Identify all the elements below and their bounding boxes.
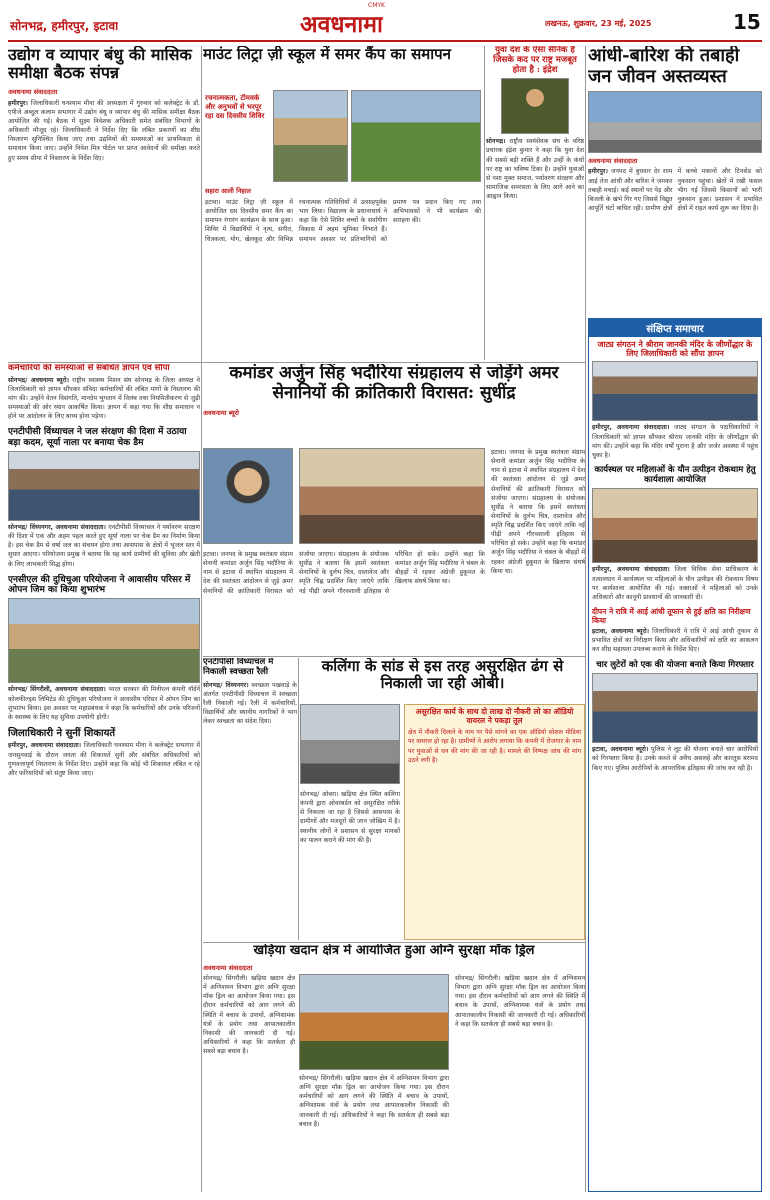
storm-body [588,167,762,213]
mine-body-left: सोनभद्र/ सिंगरौली। खड़िया खदान क्षेत्र में अग्निशमन विभाग द्वारा अग्नि सुरक्षा मॉक ड्रिल का आयोजन किया गया। इस दौरान कर्मचारियों को आग लगने की स्थिति में बचाव के उपायों, अग्निशामक यंत्रों के प्रयोग तथा आपातकालीन निकासी की जानकारी दी गई। अधिकारियों ने कहा कि सतर्कता ही सबसे बड़ा बचाव है। [203,975,295,1055]
brief-item1-byline: हमीरपुर, अवधनामा संवाददाता। [592,424,670,432]
divider [203,656,585,657]
col1-brief1-byline: सोनभद्र/ अवधनामा ब्यूरो। [8,376,70,384]
lead-story [203,364,585,654]
storm-story [588,46,762,316]
ntpc-body [203,681,297,727]
masthead-logo: अवधनामा [300,11,383,38]
camp-kicker: रचनात्मकता, टीमवर्क और अनुभवों से भरपूर रहा दस दिवसीय शिविर [205,94,265,121]
col1-story4-text: जिलाधिकारी घनश्याम मीना ने कलेक्ट्रेट सभागार में जनसुनवाई के दौरान जनता की शिकायतें सुनीं और संबंधित अधिकारियों को गुणवत्तापूर्ण निस्तारण के निर्देश दिए। उन्होंने कहा कि कोई भी शिकायत लंबित न रहे और फरियादियों को संतुष्ट किया जाए। [8,742,200,777]
brief-item4-body [592,745,758,772]
divider [484,46,485,360]
camp-headline: माउंट लिट्रा ज़ी स्कूल में समर कैंप का समापन [203,46,451,63]
soldier-photo [501,78,569,134]
divider [298,658,299,940]
masthead-rule [8,40,762,42]
brief-item3-headline: दीपन ने रात्रि में आई आंधी तूफान से हुई क्षति का निरीक्षण किया [592,606,751,625]
col1-brief1-text: राष्ट्रीय स्वास्थ्य मिशन संघ सोनभद्र के जिला अध्यक्ष ने जिलाधिकारी को ज्ञापन सौंपकर संविदा कर्मचारियों की लंबित मांगों के निस्तारण की मांग की। उन्होंने वेतन विसंगति, मानदेय भुगतान में विलंब तथा नियमितीकरण से जुड़ी समस्याओं की ओर ध्यान आकर्षित किया। ज्ञापन में कहा गया कि शीघ्र समाधान न होने पर आंदोलन के लिए बाध्य होना पड़ेगा। [8,376,200,421]
col1-story2-body [8,523,200,569]
soldier-headline: युवा देश के ऐसा सैनिक है जिसके कद पर राष्ट्र मजबूत होता है : इंद्रेश [493,46,577,75]
camp-photo-2 [351,90,481,182]
col1-story4-byline: हमीरपुर, अवधनामा संवाददाता। [8,742,82,750]
mine-body-bottom: सोनभद्र/ सिंगरौली। खड़िया खदान क्षेत्र में अग्निशमन विभाग द्वारा अग्नि सुरक्षा मॉक ड्रिल का आयोजन किया गया। इस दौरान कर्मचारियों को आग लगने की स्थिति में बचाव के उपायों, अग्निशामक यंत्रों के प्रयोग तथा आपातकालीन निकासी की जानकारी दी गई। अधिकारियों ने कहा कि सतर्कता ही सबसे बड़ा बचाव है। [299,1075,449,1128]
soldier-byline: सोनभद्र। [486,138,506,146]
divider [203,942,585,943]
lead-headline: कमांडर अर्जुन सिंह भदौरिया संग्रहालय से जोड़ेंगे अमर सेनानियों की क्रांतिकारी विरासत: सुधींद्र [229,364,559,403]
col1-lower [8,364,200,1194]
camp-story [203,46,483,361]
col1-brief1-body [8,376,200,422]
kalinga-photo [300,704,400,784]
cmyk-mark: CMYK [368,2,385,9]
page-number: 15 [733,10,761,34]
brief-item1-headline: जाट्य संगठन ने श्रीराम जानकी मंदिर के जीर्णोद्धार के लिए जिलाधिकारी को सौंपा ज्ञापन [597,339,753,359]
brief-title: संक्षिप्त समाचार [589,319,761,337]
camp-byline: सहारा आली निहाल [205,187,251,195]
kalinga-body: सोनभद्र/ ओबरा। खड़िया क्षेत्र स्थित कलिंगा कंपनी द्वारा ओवरबर्डन को असुरक्षित तरीके से निकाला जा रहा है जिससे आसपास के ग्रामीणों और मजदूरों की जान जोखिम में है। स्थानीय लोगों ने प्रशासन से सुरक्षा मानकों का पालन कराने की मांग की है। [300,791,400,844]
masthead-cities: सोनभद्र, हमीरपुर, इटावा [10,19,119,33]
storm-photo [588,91,762,153]
storm-place: हमीरपुर। [588,168,608,176]
col1-story3-byline: सोनभद्र/ सिंगरौली, अवधनामा संवाददाता। [8,686,106,694]
brief-item4-headline: चार लुटेरों को एक की योजना बनाते किया गिरफ्तार [596,659,754,670]
lead-photo-2 [299,448,485,544]
brief-item1-body [592,423,758,460]
brief-item1-text: जाट्य संगठन के पदाधिकारियों ने जिलाधिकारी को ज्ञापन सौंपकर श्रीराम जानकी मंदिर के जीर्णोद्धार की मांग की। उन्होंने कहा कि मंदिर वर्षों पुराना है और जर्जर अवस्था में पहुंच चुका है। [592,424,758,459]
camp-body: इटावा। माउंट लिट्रा ज़ी स्कूल में आयोजित दस दिवसीय समर कैंप का समापन रंगारंग कार्यक्रम के साथ हुआ। शिविर में विद्यार्थियों ने नृत्य, संगीत, चित्रकला, योग, खेलकूद और विभिन्न रचनात्मक गतिविधियों में उत्साहपूर्वक भाग लिया। विद्यालय के प्रधानाचार्य ने कहा कि ऐसे शिविर बच्चों के सर्वांगीण विकास में अहम भूमिका निभाते हैं। समापन अवसर पर प्रतिभागियों को प्रमाण पत्र प्रदान किए गए तथा अभिभावकों ने भी कार्यक्रम की सराहना की। [205,199,481,243]
brief-item2-byline: हमीरपुर, अवधनामा संवाददाता। [592,566,670,574]
col1-story4-body [8,741,200,778]
ntpc-headline: एनटीपीसी विंध्याचल में निकाली स्वच्छता रैली [203,658,274,677]
brief-item4-byline: इटावा, अवधनामा ब्यूरो। [592,746,649,754]
col1-story2-photo [8,451,200,521]
masthead [0,0,770,40]
kalinga-story [300,658,585,940]
col1-place: हमीरपुर। [8,99,28,107]
brief-item2-photo [592,488,758,563]
mine-headline: खड़िया खदान क्षेत्र में आयोजित हुआ अग्नि सुरक्षा मॉक ड्रिल [253,944,535,958]
ntpc-body-text: स्वच्छता पखवाड़े के अंतर्गत एनटीपीसी विंध्याचल में स्वच्छता रैली निकाली गई। रैली में कर्मचारियों, विद्यार्थियों और स्थानीय नागरिकों ने भाग लेकर स्वच्छता का संदेश दिया। [203,681,297,726]
brief-item2-text: जिला विधिक सेवा प्राधिकरण के तत्वावधान में कार्यस्थल पर महिलाओं के यौन उत्पीड़न की रोकथाम विषय पर कार्यशाला आयोजित की गई। वक्ताओं ने महिलाओं को उनके अधिकारों और कानूनी प्रावधानों की जानकारी दी। [592,566,758,601]
mine-body-right: सोनभद्र/ सिंगरौली। खड़िया खदान क्षेत्र में अग्निशमन विभाग द्वारा अग्नि सुरक्षा मॉक ड्रिल का आयोजन किया गया। इस दौरान कर्मचारियों को आग लगने की स्थिति में बचाव के उपायों, अग्निशामक यंत्रों के प्रयोग तथा आपातकालीन निकासी की जानकारी दी गई। अधिकारियों ने कहा कि सतर्कता ही सबसे बड़ा बचाव है। [455,975,585,1028]
storm-body-text: जनपद में बुधवार देर शाम आई तेज आंधी और बारिश ने जमकर तबाही मचाई। कई स्थानों पर पेड़ और बिजली के खंभे गिर गए जिससे विद्युत आपूर्ति घंटों बाधित रही। ग्रामीण क्षेत्रों में कच्चे मकानों और टिनशेड को नुकसान पहुंचा। खेतों में रखी फसल भीग गई जिससे किसानों को भारी नुकसान हुआ। प्रशासन ने प्रभावित क्षेत्रों में राहत कार्य शुरू कर दिया है। [588,168,762,212]
col1-story2-text: एनटीपीसी विंध्याचल ने पर्यावरण संरक्षण की दिशा में एक और अहम पहल करते हुए सूर्या नाला पर चेक डैम का निर्माण किया है। इस चेक डैम से वर्षा जल का संचयन होगा तथा आसपास के क्षेत्रों में भूजल स्तर में सुधार आएगा। परियोजना प्रमुख ने बताया कि यह कार्य ग्रामीणों की सुविधा और खेती के लिए लाभकारी सिद्ध होगा। [8,524,200,568]
ntpc-byline: सोनभद्र/ विंध्यनगर। [203,681,249,689]
lead-body: इटावा। जनपद के प्रमुख स्वतंत्रता संग्राम सेनानी कमांडर अर्जुन सिंह भदौरिया के नाम से इटावा में स्थापित संग्रहालय में देश की स्वतंत्रता आंदोलन से जुड़े अमर सेनानियों की क्रांतिकारी विरासत को संजोया जाएगा। संग्रहालय के संयोजक सुधींद्र ने बताया कि इसमें स्वतंत्रता सेनानियों के दुर्लभ चित्र, दस्तावेज और स्मृति चिह्न प्रदर्शित किए जाएंगे ताकि नई पीढ़ी अपने गौरवशाली इतिहास से परिचित हो सके। उन्होंने कहा कि कमांडर अर्जुन सिंह भदौरिया ने चंबल के बीहड़ों में रहकर अंग्रेजी हुकूमत के खिलाफ संघर्ष किया था। [203,551,485,595]
col1-body-text: जिलाधिकारी घनश्याम मीना की अध्यक्षता में गुरुवार को कलेक्ट्रेट के डॉ. एपीजे अब्दुल कलाम सभागार में उद्योग बंधु व व्यापार बंधु की मासिक समीक्षा बैठक आयोजित की गई। बैठक में सुक्ष्म निवेशक अधिकारी समेत संबंधित विभागों के अधिकारी मौजूद रहे। जिलाधिकारी ने निर्देश दिए कि लंबित प्रकरणों का शीघ्र निस्तारण सुनिश्चित किया जाए तथा उद्यमियों की समस्याओं का प्राथमिकता से समाधान किया जाए। उन्होंने निवेश मित्र पोर्टल पर प्राप्त आवेदनों की समीक्षा करते हुए समय सीमा में निस्तारण के निर्देश दिए। [8,99,200,162]
col1-story3-body [8,685,200,722]
col1-story [8,46,200,361]
col1-story4-headline: जिलाधिकारी ने सुनीं शिकायतें [8,727,116,739]
col1-brief1-headline: कर्मचारियों की समस्याओं से संबंधित ज्ञापन एवं सौंपा [8,364,170,373]
soldier-body [486,137,584,201]
col1-headline: उद्योग व व्यापार बंधु की मासिक समीक्षा बैठक संपन्न [8,46,192,83]
divider [201,46,202,1192]
brief-box [588,318,762,1192]
kalinga-box [404,704,585,940]
divider [8,362,585,363]
mine-story [203,944,585,1194]
brief-item2-body [592,565,758,602]
divider [585,46,586,1192]
storm-headline: आंधी-बारिश की तबाही जन जीवन अस्तव्यस्त [588,46,740,87]
brief-item4-photo [592,673,758,743]
kalinga-box-body: क्षेत्र में नौकरी दिलाने के नाम पर पैसे मांगने का एक ऑडियो सोशल मीडिया पर वायरल हो रहा है। ग्रामीणों ने आरोप लगाया कि कंपनी में रोजगार के नाम पर युवाओं से धन की मांग की जा रही है। मामले की निष्पक्ष जांच की मांग उठने लगी है। [408,729,581,764]
lead-photo-1 [203,448,293,544]
brief-item3-body [592,627,758,654]
col1-story3-photo [8,598,200,683]
brief-item3-byline: इटावा, अवधनामा ब्यूरो। [592,628,650,636]
camp-photo-1 [273,90,348,182]
brief-item2-headline: कार्यस्थल पर महिलाओं के यौन उत्पीड़न रोकथाम हेतु कार्यशाला आयोजित [594,464,756,485]
masthead-date: लखनऊ, शुक्रवार, 23 मई, 2025 [545,19,652,28]
lead-body-side-text: इटावा। जनपद के प्रमुख स्वतंत्रता संग्राम सेनानी कमांडर अर्जुन सिंह भदौरिया के नाम से इटावा में स्थापित संग्रहालय में देश की स्वतंत्रता आंदोलन से जुड़े अमर सेनानियों की क्रांतिकारी विरासत को संजोया जाएगा। संग्रहालय के संयोजक सुधींद्र ने बताया कि इसमें स्वतंत्रता सेनानियों के दुर्लभ चित्र, दस्तावेज और स्मृति चिह्न प्रदर्शित किए जाएंगे ताकि नई पीढ़ी अपने गौरवशाली इतिहास से परिचित हो सके। उन्होंने कहा कि कमांडर अर्जुन सिंह भदौरिया ने चंबल के बीहड़ों में रहकर अंग्रेजी हुकूमत के खिलाफ संघर्ष किया था। [491,449,585,575]
brief-item4-text: पुलिस ने लूट की योजना बनाते चार आरोपियों को गिरफ्तार किया है। उनके कब्जे से अवैध असलहे और कारतूस बरामद किए गए। पुलिस आरोपियों के आपराधिक इतिहास की जांच कर रही है। [592,746,758,772]
mine-photo [299,974,449,1070]
kalinga-headline: कलिंगा के सांड से इस तरह असुरक्षित ढंग से निकाली जा रही ओबी। [321,658,564,693]
col1-story3-headline: एनसीएल की दुधिचुआ परियोजना ने आवासीय परिसर में ओपन जिम का किया शुभारंभ [8,574,191,596]
soldier-story [486,46,584,361]
mine-byline: अवधनामा संवाददाता [203,963,253,972]
col1-story2-byline: सोनभद्र/ विंध्यनगर, अवधनामा संवाददाता। [8,524,106,532]
col1-byline: अवधनामा संवाददाता [8,87,58,96]
kalinga-box-headline: असुरक्षित कार्य के साथ दो लाख दो नौकरी लो का ऑडियो वायरल ने पकड़ा तूल [415,707,574,725]
ntpc-story [203,658,297,940]
brief-item3-text: जिलाधिकारी ने रात्रि में आई आंधी तूफान से प्रभावित क्षेत्रों का निरीक्षण किया और अधिकारियों को क्षति का आकलन कर शीघ्र सहायता उपलब्ध कराने के निर्देश दिए। [592,628,758,654]
storm-byline: अवधनामा संवाददाता [588,157,638,166]
col1-story2-headline: एनटीपीसी विंध्याचल ने जल संरक्षण की दिशा में उठाया बड़ा कदम, सूर्या नाला पर बनाया चेक डैम [8,427,187,448]
soldier-body-text: राष्ट्रीय स्वयंसेवक संघ के वरिष्ठ प्रचारक इंद्रेश कुमार ने कहा कि युवा देश की सबसे बड़ी शक्ति हैं और उन्हीं के कंधों पर राष्ट्र का भविष्य टिका है। उन्होंने युवाओं से नशा मुक्त समाज, पर्यावरण संरक्षण और सामाजिक समरसता के लिए आगे आने का आह्वान किया। [486,138,584,201]
col1-body [8,99,200,163]
lead-body-side [491,448,585,576]
col1-story3-text: भारत सरकार की मिनीरत्न कंपनी नॉर्दर्न कोलफील्ड्स लिमिटेड की दुधिचुआ परियोजना ने आवासीय परिसर में ओपन जिम का शुभारंभ किया। इस अवसर पर महाप्रबंधक ने कहा कि कर्मचारियों और उनके परिजनों के स्वास्थ्य के लिए यह सुविधा उपयोगी होगी। [8,686,200,721]
lead-byline: अवधनामा ब्यूरो [203,409,239,418]
brief-item1-photo [592,361,758,421]
